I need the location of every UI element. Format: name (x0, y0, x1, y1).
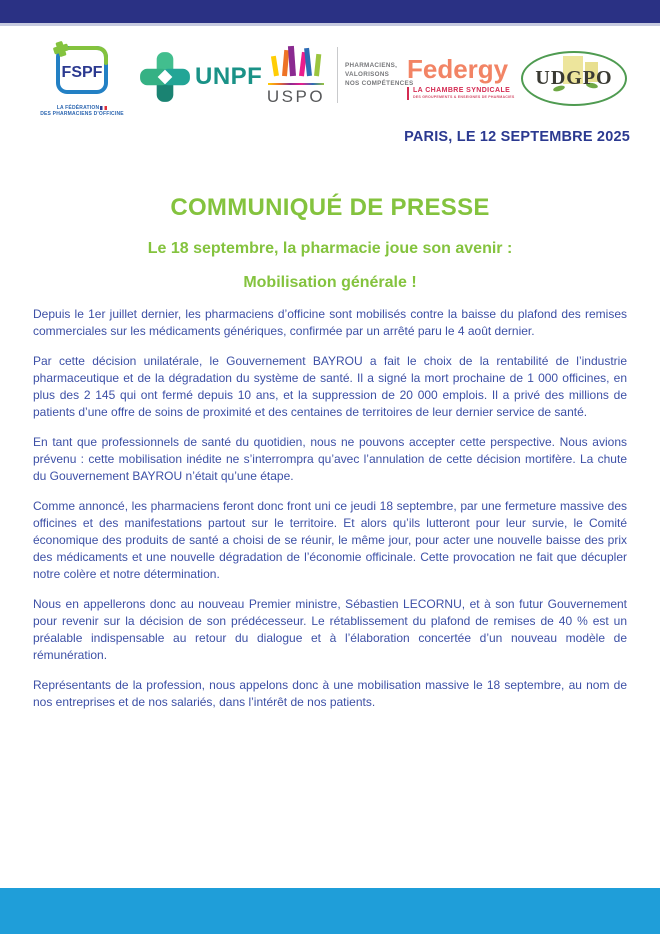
body-paragraph-4: Comme annoncé, les pharmaciens feront donc front uni ce jeudi 18 septembre, par une fermeture massive des officines et des manifestations partout sur le territoire. Et alors qu’ils lutteront pour leur survie, le Comité économique des produits de santé a choisi de se réunir, le même jour, pour acter une nouvelle baisse des prix des médicaments et une nouvelle dégradation de l’économie officinale. Cette provocation ne fait que décupler notre colère et notre détermination. (33, 499, 627, 581)
date-line: PARIS, LE 12 SEPTEMBRE 2025 (404, 129, 630, 145)
uspo-mark (262, 42, 330, 107)
federgy-subtagline: DES GROUPEMENTS & ENSEIGNES DE PHARMACIES (413, 95, 515, 99)
uspo-tagline-line3: NOS COMPÉTENCES (345, 80, 414, 87)
body-paragraph-3: En tant que professionnels de santé du quotidien, nous ne pouvons accepter cette perspective. Nous avions prévenu : cette mobilisation inédite ne s’interrompra qu’avec l’annulation de cette décision mortifère. La chute du Gouvernement BAYROU n’était qu’une étape. (33, 435, 627, 483)
body-paragraph-1: Depuis le 1er juillet dernier, les pharmaciens d’officine sont mobilisés contre la baisse du plafond des remises commerciales sur les médicaments génériques, confirmée par un arrêté paru le 4 août dernier. (33, 307, 627, 338)
body-paragraph-2: Par cette décision unilatérale, le Gouvernement BAYROU a fait le choix de la rentabilité de l’industrie pharmaceutique et de la dégradation du système de santé. Il a signé la mort prochaine de 1 000 officines, en plus des 2 145 qui ont fermé depuis 10 ans, et la suppression de 20 000 emplois. Il a privé des millions de patients d’une offre de soins de proximité et des centaines de territoires de leur dernier service de santé. (33, 354, 627, 419)
footer-blue-bar (0, 888, 660, 934)
uspo-acronym: USPO (266, 87, 326, 106)
press-release-title: COMMUNIQUÉ DE PRESSE (170, 194, 490, 221)
uspo-logo (262, 42, 414, 107)
fspf-logo (36, 40, 128, 117)
fspf-tagline-line1: LA FÉDÉRATION (56, 105, 100, 111)
udgpo-logo (521, 51, 627, 106)
uspo-tagline (345, 61, 414, 88)
fspf-tagline-line2: DES PHARMACIENS D'OFFICINE (40, 111, 124, 117)
unpf-acronym: UNPF (195, 63, 263, 90)
unpf-logo (138, 50, 262, 104)
body-text (33, 306, 627, 724)
unpf-cross-icon (138, 50, 192, 104)
subtitle-line-2: Mobilisation générale ! (243, 274, 417, 291)
fspf-frame-cross-icon (50, 40, 114, 98)
federgy-name: Federgy (407, 54, 509, 84)
logo-row (0, 38, 660, 138)
uspo-tagline-line1: PHARMACIENS, (345, 62, 398, 69)
body-paragraph-6: Représentants de la profession, nous appelons donc à une mobilisation massive le 18 septembre, au nom de nos entreprises et de nos salariés, dans l’intérêt de nos patients. (33, 678, 627, 709)
french-flag-icon (100, 106, 107, 110)
fspf-acronym: FSPF (61, 64, 103, 81)
top-navy-bar (0, 0, 660, 26)
body-paragraph-5: Nous en appellerons donc au nouveau Premier ministre, Sébastien LECORNU, et à son futur Gouvernement pour revenir sur la décision de son prédécesseur. Le rétablissement du plafond de remises de 40 % est un préalable indispensable au retour du dialogue et à l’élaboration concertée d’un nouveau modèle de rémunération. (33, 597, 627, 662)
federgy-logo (407, 56, 519, 100)
udgpo-acronym: UDGPO (535, 67, 613, 89)
subtitle-line-1: Le 18 septembre, la pharmacie joue son avenir : (147, 240, 513, 257)
uspo-tagline-line2: VALORISONS (345, 71, 390, 78)
federgy-tagline: LA CHAMBRE SYNDICALE (413, 87, 511, 94)
fspf-tagline (36, 105, 128, 117)
uspo-gradient-rule (268, 83, 324, 85)
federgy-tagline-box (407, 87, 519, 100)
uspo-divider (337, 47, 338, 103)
uspo-bars-icon (268, 42, 324, 78)
